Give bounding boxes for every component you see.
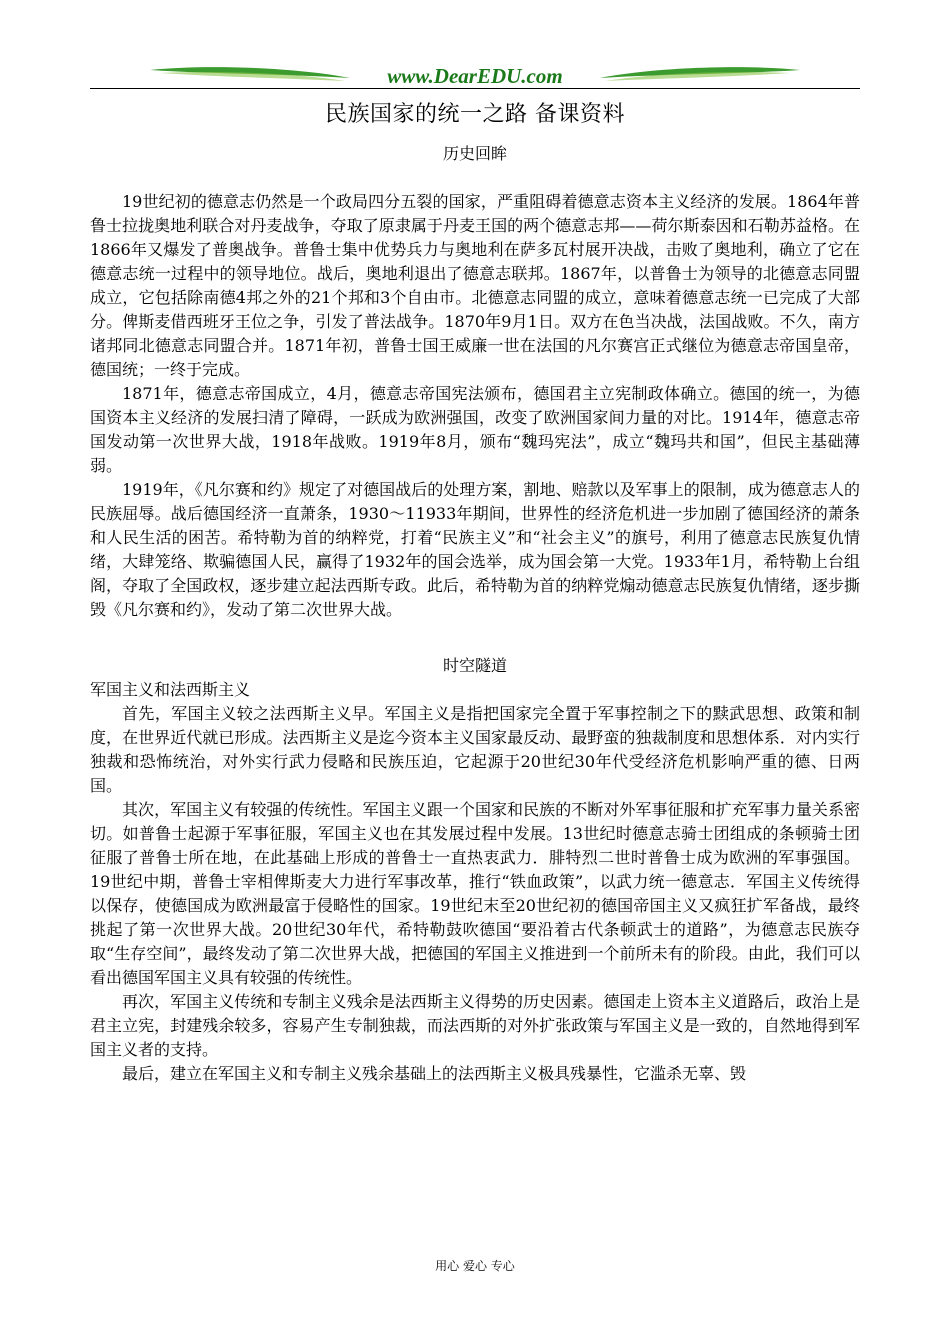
spacer	[90, 166, 860, 190]
header-divider	[90, 88, 860, 89]
page-footer: 用心 爱心 专心	[435, 1259, 515, 1273]
paragraph: 1871年，德意志帝国成立，4月，德意志帝国宪法颁布，德国君主立宪制政体确立。德国的统一，为德国资本主义经济的发展扫清了障碍，一跃成为欧洲强国，改变了欧洲国家间力量的对比。1914年，德意志帝国发动第一次世界大战，1918年战败。1919年8月，颁布“魏玛宪法”，成立“魏玛共和国”，但民主基础薄弱。	[90, 384, 860, 475]
section-subheading: 军国主义和法西斯主义	[90, 680, 251, 699]
paragraph: 首先，军国主义较之法西斯主义早。军国主义是指把国家完全置于军事控制之下的黩武思想、政策和制度，在世界近代就已形成。法西斯主义是迄今资本主义国家最反动、最野蛮的独裁制度和思想体系．对内实行独裁和恐怖统治，对外实行武力侵略和民族压迫，它起源于20世纪30年代受经济危机影响严重的德、日两国。	[90, 704, 860, 795]
section-heading-tunnel: 时空隧道	[442, 656, 507, 675]
paragraph: 19世纪初的德意志仍然是一个政局四分五裂的国家，严重阻碍着德意志资本主义经济的发展。1864年普鲁士拉拢奥地利联合对丹麦战争，夺取了原隶属于丹麦王国的两个德意志邦——荷尔斯泰因和石勒苏益格。在1866年又爆发了普奥战争。普鲁士集中优势兵力与奥地利在萨多瓦村展开决战，击败了奥地利，确立了它在德意志统一过程中的领导地位。战后，奥地利退出了德意志联邦。1867年，以普鲁士为领导的北德意志同盟成立，它包括除南德4邦之外的21个邦和3个自由市。北德意志同盟的成立，意味着德意志统一已完成了大部分。俾斯麦借西班牙王位之争，引发了普法战争。1870年9月1日。双方在色当决战，法国战败。不久，南方诸邦同北德意志同盟合并。1871年初，普鲁士国王威廉一世在法国的凡尔赛宫正式继位为德意志帝国皇帝，德国统；一终于完成。	[90, 192, 860, 379]
page-title: 民族国家的统一之路 备课资料	[325, 102, 625, 127]
header-logo	[150, 62, 800, 90]
paragraph: 最后，建立在军国主义和专制主义残余基础上的法西斯主义极具残暴性，它滥杀无辜、毁	[122, 1064, 747, 1083]
paragraph: 1919年，《凡尔赛和约》规定了对德国战后的处理方案，割地、赔款以及军事上的限制，成为德意志人的民族屈辱。战后德国经济一直萧条，1930～11933年期间，世界性的经济危机进一步加剧了德国经济的萧条和人民生活的困苦。希特勒为首的纳粹党，打着“民族主义”和“社会主义”的旗号，利用了德意志民族复仇情绪，大肆笼络、欺骗德国人民，赢得了1932年的国会选举，成为国会第一大党。1933年1月，希特勒上台组阁，夺取了全国政权，逐步建立起法西斯专政。此后，希特勒为首的纳粹党煽动德意志民族复仇情绪，逐步撕毁《凡尔赛和约》，发动了第二次世界大战。	[90, 480, 860, 619]
spacer	[90, 622, 860, 654]
paragraph: 再次，军国主义传统和专制主义残余是法西斯主义得势的历史因素。德国走上资本主义道路后，政治上是君主立宪，封建残余较多，容易产生专制独裁，而法西斯的对外扩张政策与军国主义是一致的，自然地得到军国主义者的支持。	[90, 992, 860, 1059]
document-body	[90, 142, 860, 1086]
logo-text: www.DearEDU.com	[387, 64, 563, 88]
section-heading-history: 历史回眸	[442, 144, 507, 163]
paragraph: 其次，军国主义有较强的传统性。军国主义跟一个国家和民族的不断对外军事征服和扩充军事力量关系密切。如普鲁士起源于军事征服，军国主义也在其发展过程中发展。13世纪时德意志骑士团组成的条顿骑士团征服了普鲁士所在地，在此基础上形成的普鲁士一直热衷武力．腓特烈二世时普鲁士成为欧洲的军事强国。19世纪中期，普鲁士宰相俾斯麦大力进行军事改革，推行“铁血政策”，以武力统一德意志．军国主义传统得以保存，使德国成为欧洲最富于侵略性的国家。19世纪末至20世纪初的德国帝国主义又疯狂扩军备战，最终挑起了第一次世界大战。20世纪30年代，希特勒鼓吹德国“要沿着古代条顿武士的道路”，为德意志民族夺取“生存空间”，最终发动了第二次世界大战，把德国的军国主义推进到一个前所未有的阶段。由此，我们可以看出德国军国主义具有较强的传统性。	[90, 800, 860, 987]
